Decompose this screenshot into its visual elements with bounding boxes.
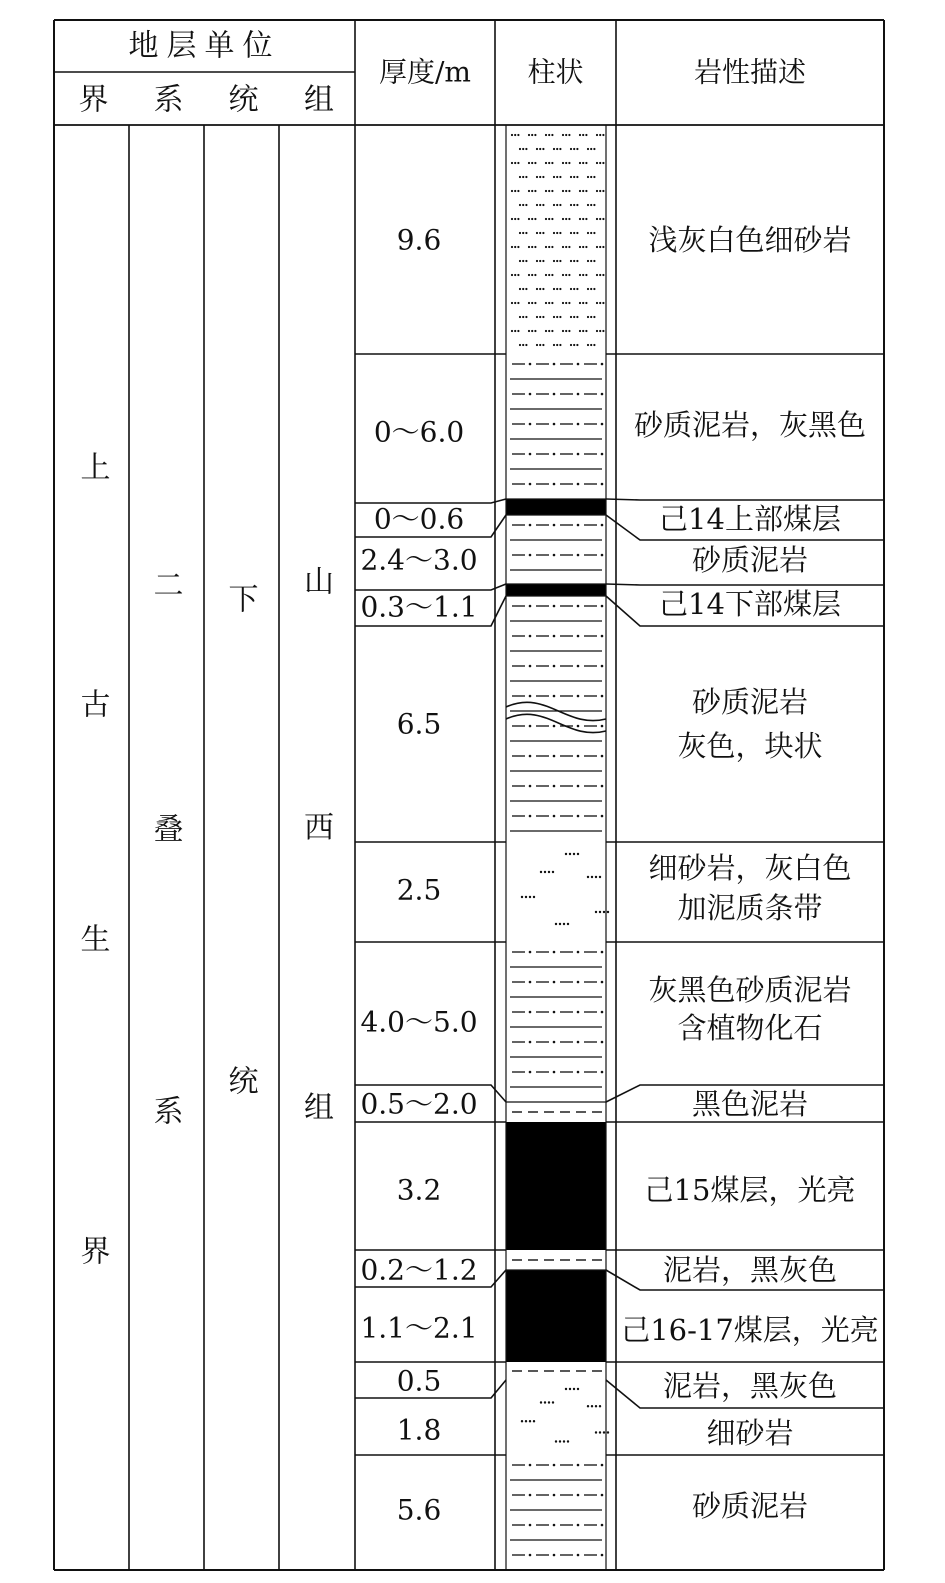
layer-description: 己14上部煤层 [659,502,841,536]
mudstone-dash-row [512,635,603,638]
mudstone-dash-row [512,1524,603,1527]
mudstone-dash-row [512,951,603,954]
layer-description: 灰色，块状 [677,729,823,763]
layer-description: 细砂岩，灰白色 [648,851,852,885]
wavy-bedding [506,702,606,732]
header-zu: 组 [304,82,334,118]
layer-thickness: 6.5 [396,707,442,741]
unit-jie-char: 古 [80,687,111,723]
layer-description: 加泥质条带 [677,891,823,925]
mudstone-dash-row [512,1464,603,1467]
sandstone-dots [521,853,609,925]
unit-zu-char: 西 [304,810,334,846]
header-strat-units: 地层单位 [128,28,281,64]
layer-thickness: 9.6 [396,223,442,257]
mudstone-dash-row [512,393,603,396]
header-xi: 系 [153,82,184,118]
mudstone-dash-row [512,1071,603,1074]
layer-thickness: 1.8 [396,1413,442,1447]
layer-thickness: 2.4～3.0 [360,543,478,577]
layer-thickness: 5.6 [396,1493,442,1527]
mudstone-dash-row [512,1494,603,1497]
layer-description: 黑色泥岩 [691,1087,809,1121]
mudstone-dash-row [512,1554,603,1557]
mudstone-dash-row [512,605,603,608]
mudstone-dash-row [512,524,603,527]
layer-boundary-right [606,499,884,500]
unit-jie-char: 生 [80,922,111,958]
lithology-patterns [506,134,609,1556]
header-jie: 界 [78,82,109,118]
layer-description: 砂质泥岩 [691,1489,809,1523]
layer-thickness: 1.1～2.1 [360,1311,478,1345]
unit-xi-char: 系 [153,1094,184,1130]
layer-description: 砂质泥岩，灰黑色 [633,408,867,442]
mudstone-dash-row [512,815,603,818]
mudstone-dash-row [512,554,603,557]
mudstone-dash-row [512,755,603,758]
mudstone-dash-row [512,1011,603,1014]
unit-tong-char: 统 [228,1064,259,1100]
sandstone-dots [521,1388,609,1443]
layer-thickness: 0.5～2.0 [360,1087,478,1121]
mudstone-dash-row [512,483,603,486]
layer-description: 砂质泥岩 [691,685,809,719]
mudstone-dash-row [512,785,603,788]
layer-description: 己14下部煤层 [659,587,841,621]
layer-description: 泥岩，黑灰色 [662,1253,838,1287]
mudstone-dash-row [512,453,603,456]
coal-seam-fill [506,499,606,515]
layer-thickness: 0.3～1.1 [360,590,478,624]
layer-description: 灰黑色砂质泥岩 [648,973,852,1007]
layer-thickness: 2.5 [396,873,442,907]
layer-description: 己15煤层，光亮 [644,1173,856,1207]
coal-seam-fill [506,584,606,596]
unit-jie-char: 上 [80,450,111,486]
unit-tong-char: 下 [228,582,259,618]
layer-thickness: 0.5 [396,1364,442,1398]
header-description: 岩性描述 [693,55,807,89]
coal-seam-fill [506,1270,606,1362]
mudstone-dash-row [512,363,603,366]
unit-zu-char: 组 [304,1090,334,1126]
layer-boundary-right [606,584,884,585]
layer-description: 砂质泥岩 [691,543,809,577]
unit-jie-char: 界 [80,1234,111,1270]
layer-thickness: 0～6.0 [373,415,465,449]
table-text [79,29,879,1527]
mudstone-dash-row [512,981,603,984]
layer-description: 己16-17煤层，光亮 [621,1313,879,1347]
mudstone-dash-row [512,423,603,426]
layer-thickness: 0～0.6 [373,502,465,536]
sandstone-dots [511,134,605,346]
header-thickness: 厚度/m [379,55,471,89]
mudstone-dash-row [512,725,603,728]
layer-thickness: 4.0～5.0 [360,1005,478,1039]
mudstone-dash-row [512,695,603,698]
mudstone-dash-row [512,1041,603,1044]
mudstone-dash-row [512,665,603,668]
header-column: 柱状 [527,55,584,89]
layer-boundary-left [355,584,506,590]
layer-thickness: 3.2 [396,1173,442,1207]
layer-description: 含植物化石 [677,1011,823,1045]
coal-seam-fill [506,1122,606,1250]
unit-xi-char: 二 [153,568,184,604]
layer-thickness: 0.2～1.2 [360,1253,478,1287]
unit-xi-char: 叠 [153,812,184,848]
layer-description: 浅灰白色细砂岩 [648,223,852,257]
unit-zu-char: 山 [304,564,334,600]
layer-description: 细砂岩 [706,1416,794,1450]
layer-description: 泥岩，黑灰色 [662,1369,838,1403]
header-tong: 统 [228,82,259,118]
